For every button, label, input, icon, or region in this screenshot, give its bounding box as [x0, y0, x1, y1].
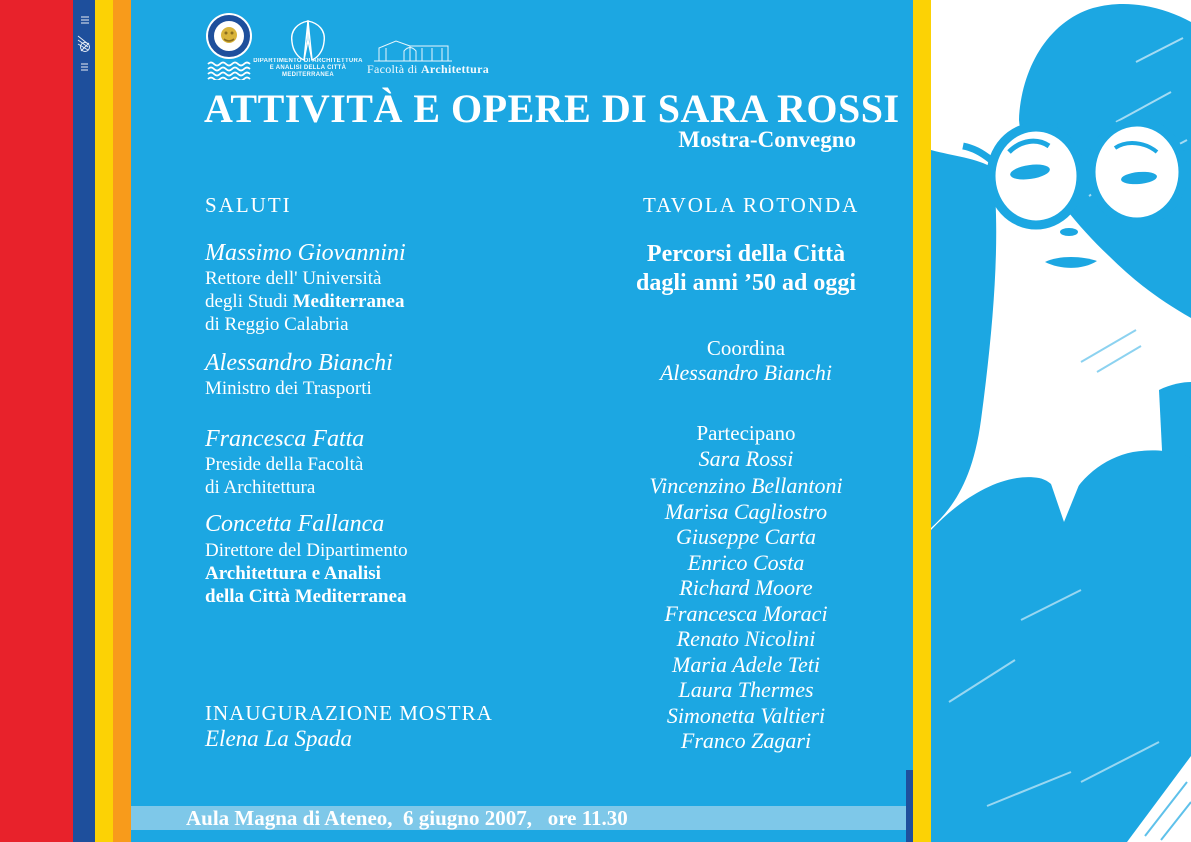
- participant: Marisa Cagliostro: [664, 498, 828, 524]
- partecipano-label: Partecipano: [696, 421, 796, 445]
- participant: Giuseppe Carta: [676, 524, 816, 549]
- participant: Sara Rossi: [698, 446, 794, 471]
- role-line: di Architettura: [205, 477, 316, 498]
- participant: Franco Zagari: [680, 728, 812, 753]
- participant: Maria Adele Teti: [672, 651, 820, 677]
- role-line: Preside della Facoltà: [205, 454, 364, 475]
- stripe-red: [0, 0, 73, 842]
- saluti-heading: SALUTI: [205, 193, 292, 217]
- tavola-rotonda-heading: TAVOLA ROTONDA: [643, 193, 860, 217]
- inaugurazione-name: Elena La Spada: [205, 726, 352, 751]
- participant: Laura Thermes: [678, 677, 814, 702]
- speaker-role-bianchi: Ministro dei Trasporti: [205, 378, 372, 399]
- coordinator-name: Alessandro Bianchi: [659, 360, 833, 385]
- role-line: Rettore dell' Università: [205, 268, 382, 289]
- faculty-logo: [374, 36, 452, 63]
- stripe-navy: [73, 0, 95, 842]
- participants-list: [626, 473, 866, 754]
- faculty-logo-text: Facoltà di Architettura: [367, 62, 489, 76]
- inaugurazione-heading: INAUGURAZIONE MOSTRA: [205, 701, 493, 725]
- university-seal-logo: [206, 12, 253, 80]
- spine-logo: [76, 14, 92, 76]
- portrait-image: [931, 0, 1191, 842]
- participant: Francesca Moraci: [664, 600, 828, 626]
- participant: Enrico Costa: [687, 549, 805, 575]
- department-logo: [288, 20, 328, 62]
- role-line: degli Studi: [205, 291, 293, 312]
- role-line: Direttore del Dipartimento: [205, 540, 408, 561]
- speaker-role-giovannini: [205, 267, 404, 336]
- speaker-role-fallanca: [205, 539, 408, 608]
- speaker-name-fallanca: Concetta Fallanca: [205, 511, 385, 537]
- speaker-name-bianchi: Alessandro Bianchi: [205, 350, 393, 376]
- stripe-yellow-right: [913, 0, 931, 842]
- topic-line: Percorsi della Città: [646, 241, 846, 267]
- speaker-role-fatta: [205, 453, 363, 499]
- speaker-name-fatta: Francesca Fatta: [205, 426, 365, 452]
- round-table-topic: [626, 240, 866, 298]
- role-line-bold: Architettura e Analisi: [205, 563, 381, 584]
- participant: Richard Moore: [679, 575, 813, 600]
- participant: Vincenzino Bellantoni: [649, 473, 843, 498]
- role-line-bold: Mediterranea: [292, 291, 405, 312]
- role-line: di Reggio Calabria: [205, 314, 349, 335]
- role-line-bold: della Città Mediterranea: [205, 586, 407, 607]
- coordina-label: Coordina: [706, 336, 786, 360]
- speaker-name-giovannini: Massimo Giovannini: [205, 240, 406, 266]
- department-logo-text: DIPARTIMENTO DI ARCHITETTURA E ANALISI DELLA CITTÀ MEDITERRANEA: [253, 58, 363, 78]
- poster-title: ATTIVITÀ E OPERE DI SARA ROSSI: [204, 86, 900, 131]
- stripe-yellow-left: [95, 0, 113, 842]
- stripe-navy-bottom-right: [906, 770, 913, 842]
- participant: Renato Nicolini: [676, 626, 816, 651]
- stripe-orange: [113, 0, 131, 842]
- venue-banner: Aula Magna di Ateneo, 6 giugno 2007, ore 11.30: [131, 806, 906, 830]
- participant: Simonetta Valtieri: [666, 702, 826, 728]
- topic-line: dagli anni ’50 ad oggi: [635, 270, 857, 296]
- poster-subtitle: Mostra-Convegno: [678, 127, 856, 152]
